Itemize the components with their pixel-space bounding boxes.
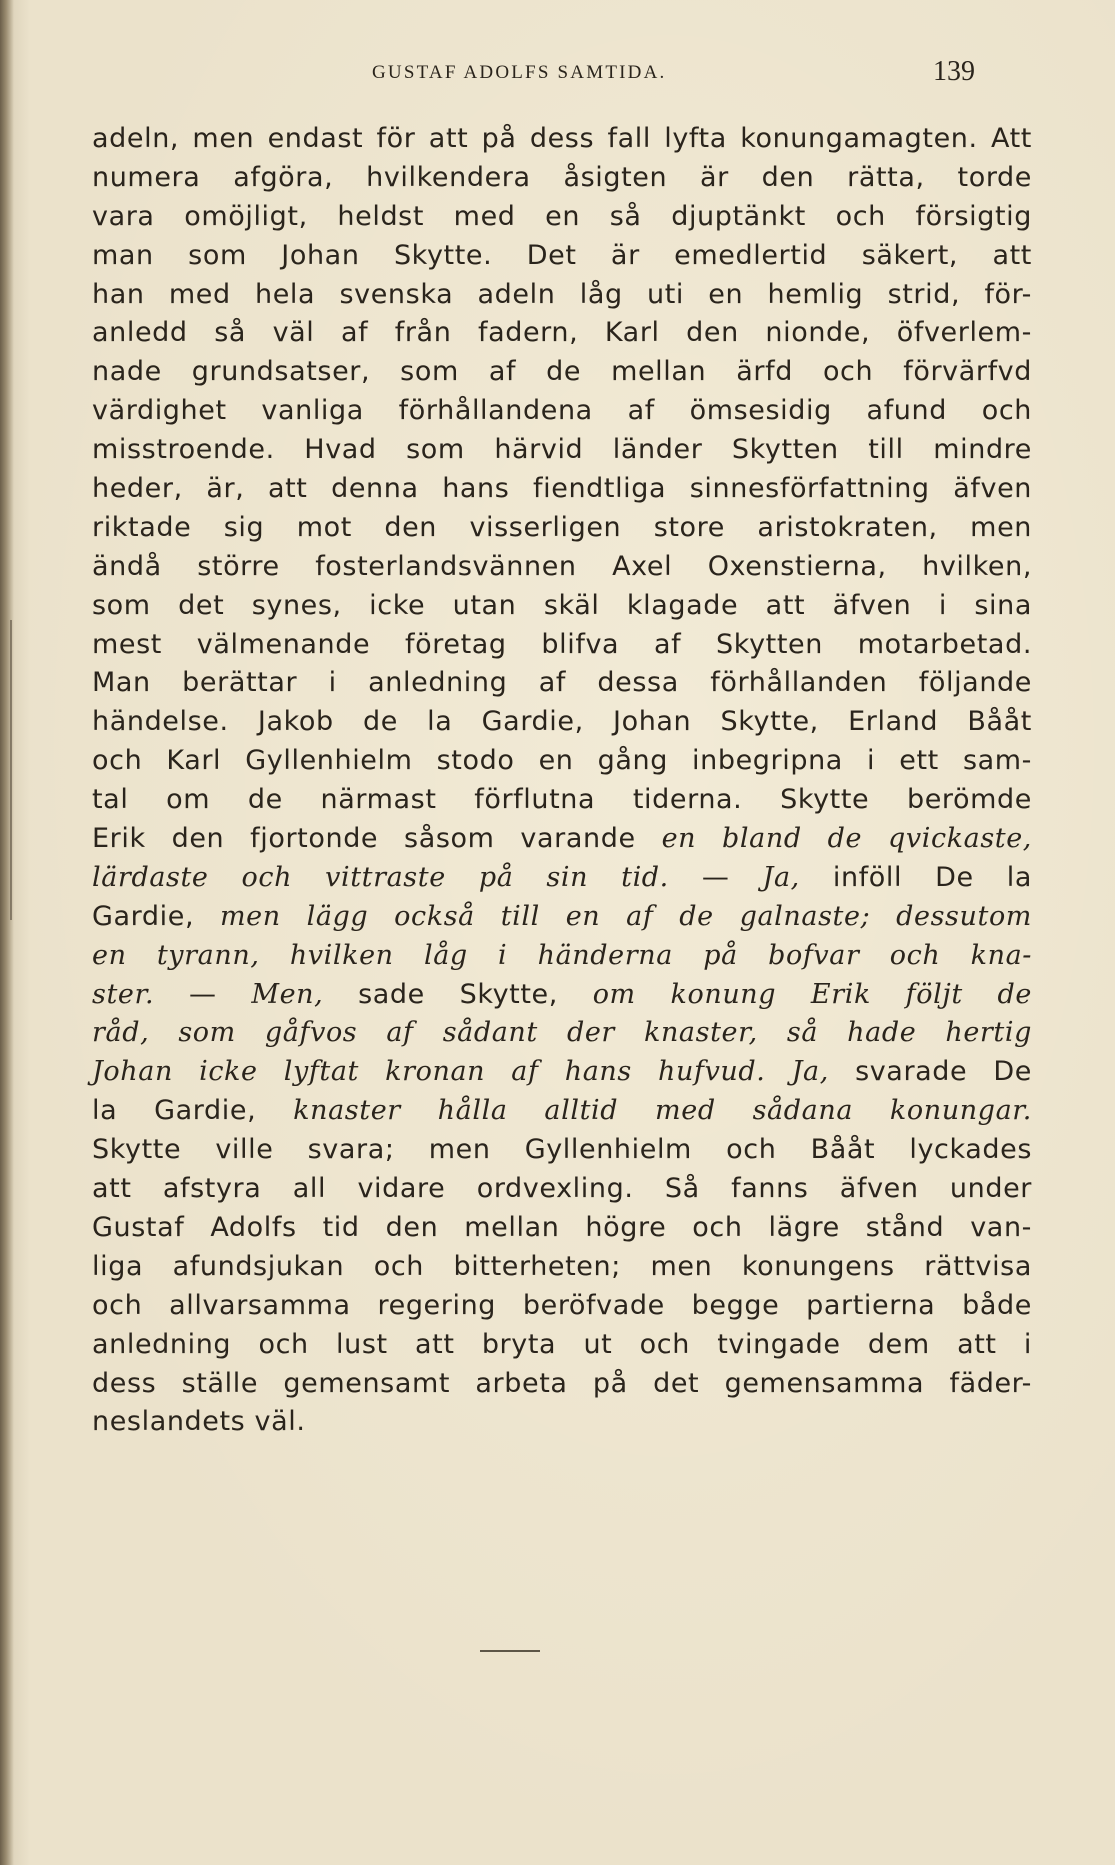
text-line (92, 198, 1032, 237)
text-segment: anledning och lust att bryta ut och tvingade dem att i (92, 1328, 1032, 1360)
text-line (92, 976, 1032, 1015)
text-line (92, 781, 1032, 820)
text-segment: la Gardie, (92, 1095, 294, 1127)
text-line (92, 470, 1032, 509)
italic-segment: råd, som gåfvos af sådant der knaster, så hade hertig (92, 1017, 1032, 1049)
text-segment: Gustaf Adolfs tid den mellan högre och lägre stånd van- (92, 1211, 1032, 1243)
body-text (92, 120, 1032, 1442)
running-head (0, 56, 1115, 96)
text-segment: liga afundsjukan och bitterheten; men konungens rättvisa (92, 1250, 1032, 1282)
italic-segment: lärdaste och vittraste på sin tid. (92, 861, 669, 893)
text-segment: adeln, men endast för att på dess fall lyfta konungamagten. Att (92, 123, 1032, 154)
text-line (92, 703, 1032, 742)
italic-segment: om konung Erik följt de (592, 978, 1033, 1010)
text-line (92, 1326, 1032, 1365)
text-line (92, 859, 1032, 898)
text-segment: man som Johan Skytte. Det är emedlertid säkert, att (92, 239, 1032, 271)
text-line (92, 392, 1032, 431)
page-number: 139 (933, 56, 975, 87)
text-line (92, 1131, 1032, 1170)
text-segment: neslandets väl. (92, 1406, 306, 1438)
text-line (92, 237, 1032, 276)
text-segment: ändå större fosterlandsvännen Axel Oxenstierna, hvilken, (92, 550, 1032, 582)
text-segment: — (154, 978, 252, 1010)
text-segment: tal om de närmast förflutna tiderna. Skytte berömde (92, 784, 1032, 816)
text-segment: som det synes, icke utan skäl klagade att äfven i sina (92, 589, 1032, 621)
text-segment: han med hela svenska adeln låg uti en hemlig strid, för- (92, 278, 1032, 310)
italic-segment: en tyrann, hvilken låg i händerna på bofvar och kna- (92, 939, 1032, 971)
italic-segment: en bland de qvickaste, (661, 823, 1032, 855)
text-line (92, 1248, 1032, 1287)
end-rule (480, 1650, 540, 1652)
text-segment: anledd så väl af från fadern, Karl den nionde, öfverlem- (92, 317, 1032, 349)
text-line (92, 1403, 1032, 1442)
text-line (92, 626, 1032, 665)
text-segment: inföll De la (799, 861, 1032, 893)
text-line (92, 820, 1032, 859)
text-segment: Skytte ville svara; men Gyllenhielm och Bååt lyckades (92, 1134, 1032, 1166)
text-segment: och Karl Gyllenhielm stodo en gång inbegripna i ett sam- (92, 745, 1032, 777)
text-segment: händelse. Jakob de la Gardie, Johan Skytte, Erland Bååt (92, 706, 1032, 738)
text-segment: sade Skytte, (323, 978, 593, 1010)
text-segment: — (668, 861, 763, 893)
italic-segment: Ja, (762, 861, 800, 893)
text-segment: Gardie, (92, 900, 220, 932)
text-line (92, 664, 1032, 703)
text-segment: värdighet vanliga förhållandena af ömsesidig afund och (92, 395, 1032, 427)
running-title: GUSTAF ADOLFS SAMTIDA. (372, 62, 667, 83)
text-line (92, 159, 1032, 198)
text-line (92, 937, 1032, 976)
text-line (92, 1014, 1032, 1053)
italic-segment: ster. (92, 978, 155, 1010)
text-line (92, 1092, 1032, 1131)
text-segment: riktade sig mot den visserligen store aristokraten, men (92, 511, 1032, 543)
text-line (92, 742, 1032, 781)
text-segment: misstroende. Hvad som härvid länder Skytten till mindre (92, 434, 1032, 466)
italic-segment: Johan icke lyftat kronan af hans hufvud. Ja, (92, 1056, 829, 1088)
text-line (92, 509, 1032, 548)
text-segment: numera afgöra, hvilkendera åsigten är den rätta, torde (92, 161, 1032, 193)
text-line (92, 587, 1032, 626)
text-segment: Man berättar i anledning af dessa förhållanden följande (92, 667, 1032, 699)
text-line (92, 1053, 1032, 1092)
text-segment: vara omöjligt, heldst med en så djuptänkt och försigtig (92, 200, 1032, 232)
text-line (92, 120, 1032, 159)
text-segment: Erik den fjortonde såsom varande (92, 823, 662, 855)
text-line (92, 1170, 1032, 1209)
text-line (92, 1365, 1032, 1404)
text-segment: att afstyra all vidare ordvexling. Så fanns äfven under (92, 1173, 1032, 1205)
binding-edge (0, 0, 14, 1865)
text-line (92, 314, 1032, 353)
text-segment: heder, är, att denna hans fiendtliga sinnesförfattning äfven (92, 473, 1032, 505)
text-line (92, 276, 1032, 315)
italic-segment: knaster hålla alltid med sådana konungar. (293, 1095, 1032, 1127)
text-segment: och allvarsamma regering beröfvade begge partierna både (92, 1289, 1032, 1321)
text-segment: dess ställe gemensamt arbeta på det gemensamma fäder- (92, 1367, 1032, 1399)
text-line (92, 353, 1032, 392)
text-segment: nade grundsatser, som af de mellan ärfd och förvärfvd (92, 356, 1032, 388)
text-line (92, 431, 1032, 470)
margin-mark (10, 620, 12, 920)
italic-segment: Men, (251, 978, 324, 1010)
text-line (92, 1209, 1032, 1248)
text-line (92, 898, 1032, 937)
text-line (92, 548, 1032, 587)
text-segment: svarade De (828, 1056, 1032, 1088)
italic-segment: men lägg också till en af de galnaste; dessutom (219, 900, 1032, 932)
text-segment: mest välmenande företag blifva af Skytten motarbetad. (92, 628, 1032, 660)
text-line (92, 1287, 1032, 1326)
